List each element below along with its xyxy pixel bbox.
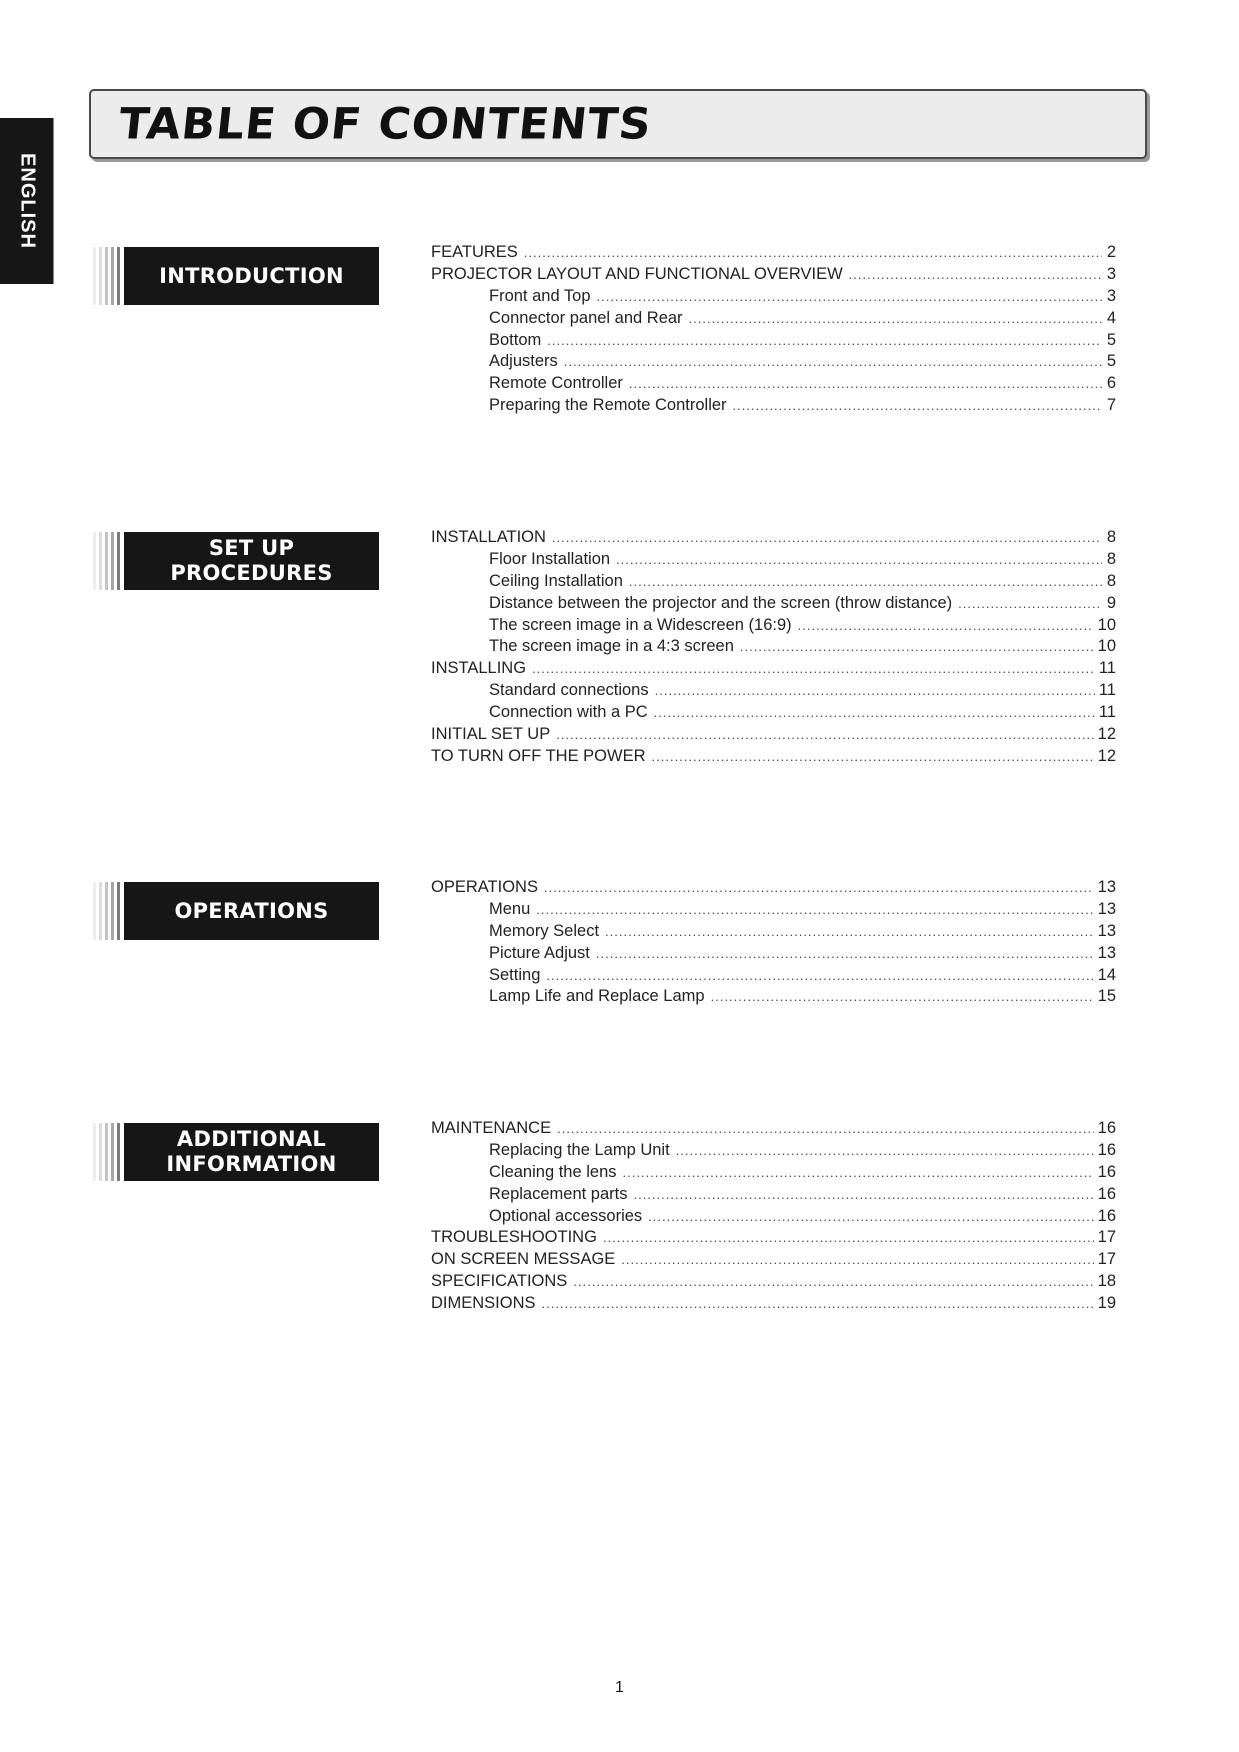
dot-leader — [597, 289, 1102, 304]
dot-leader — [689, 311, 1102, 326]
dot-leader — [676, 1143, 1094, 1158]
stripes-decoration — [93, 247, 124, 305]
dot-leader — [621, 1252, 1093, 1267]
toc-entry[interactable]: INSTALLING ..... 11 — [431, 659, 1116, 681]
toc-subentry[interactable]: The screen image in a 4:3 screen ..... 10 — [431, 637, 1116, 659]
toc-entry[interactable]: TROUBLESHOOTING ..... 17 — [431, 1228, 1116, 1250]
toc-subentry[interactable]: Connection with a PC ..... 11 — [431, 703, 1116, 725]
section-label-text: INTRODUCTION — [159, 263, 344, 288]
toc-entry[interactable]: OPERATIONS ..... 13 — [431, 878, 1116, 900]
toc-list-set-up-procedures — [431, 528, 1116, 769]
toc-subentry[interactable]: Setting ..... 14 — [431, 966, 1116, 988]
toc-subentry[interactable]: Remote Controller ..... 6 — [431, 374, 1116, 396]
section-label-operations — [93, 882, 379, 940]
dot-leader — [556, 727, 1093, 742]
dot-leader — [544, 880, 1094, 895]
toc-subentry[interactable]: Replacing the Lamp Unit ..... 16 — [431, 1141, 1116, 1163]
toc-list-additional-information — [431, 1119, 1116, 1316]
toc-entry[interactable]: PROJECTOR LAYOUT AND FUNCTIONAL OVERVIEW ..... 3 — [431, 265, 1116, 287]
dot-leader — [596, 946, 1094, 961]
section-label-additional-information — [93, 1123, 379, 1181]
toc-subentry[interactable]: Picture Adjust ..... 13 — [431, 944, 1116, 966]
dot-leader — [655, 683, 1095, 698]
toc-subentry[interactable]: Optional accessories ..... 16 — [431, 1207, 1116, 1229]
toc-subentry[interactable]: Distance between the projector and the screen (throw distance) ..... 9 — [431, 594, 1116, 616]
toc-entry[interactable]: DIMENSIONS ..... 19 — [431, 1294, 1116, 1316]
toc-subentry[interactable]: Ceiling Installation ..... 8 — [431, 572, 1116, 594]
toc-list-operations — [431, 878, 1116, 1009]
toc-subentry[interactable]: Bottom ..... 5 — [431, 331, 1116, 353]
toc-subentry[interactable]: Lamp Life and Replace Lamp ..... 15 — [431, 987, 1116, 1009]
language-tab — [0, 118, 54, 284]
stripes-decoration — [93, 882, 124, 940]
toc-subentry[interactable]: Adjusters ..... 5 — [431, 352, 1116, 374]
toc-subentry[interactable]: Floor Installation ..... 8 — [431, 550, 1116, 572]
toc-entry[interactable]: INITIAL SET UP ..... 12 — [431, 725, 1116, 747]
dot-leader — [603, 1230, 1094, 1245]
section-label-set-up-procedures — [93, 532, 379, 590]
stripes-decoration — [93, 532, 124, 590]
dot-leader — [711, 989, 1094, 1004]
page-number: 1 — [615, 1679, 624, 1696]
toc-entry[interactable]: ON SCREEN MESSAGE ..... 17 — [431, 1250, 1116, 1272]
toc-entry[interactable]: SPECIFICATIONS ..... 18 — [431, 1272, 1116, 1294]
dot-leader — [552, 530, 1102, 545]
dot-leader — [798, 618, 1094, 633]
page-title: TABLE OF CONTENTS — [116, 99, 655, 150]
section-label-text: OPERATIONS — [174, 898, 329, 923]
dot-leader — [652, 749, 1094, 764]
toc-subentry[interactable]: Connector panel and Rear ..... 4 — [431, 309, 1116, 331]
toc-subentry[interactable]: Standard connections ..... 11 — [431, 681, 1116, 703]
dot-leader — [648, 1209, 1093, 1224]
dot-leader — [654, 705, 1095, 720]
dot-leader — [524, 245, 1102, 260]
toc-list-introduction — [431, 243, 1116, 418]
dot-leader — [629, 574, 1102, 589]
toc-entry[interactable]: FEATURES ..... 2 — [431, 243, 1116, 265]
language-tab-label: ENGLISH — [16, 153, 38, 249]
dot-leader — [740, 639, 1094, 654]
section-label-text: ADDITIONAL INFORMATION — [166, 1127, 337, 1176]
dot-leader — [547, 333, 1102, 348]
toc-subentry[interactable]: Cleaning the lens ..... 16 — [431, 1163, 1116, 1185]
dot-leader — [605, 924, 1094, 939]
dot-leader — [733, 398, 1102, 413]
toc-entry[interactable]: MAINTENANCE ..... 16 — [431, 1119, 1116, 1141]
dot-leader — [849, 267, 1102, 282]
dot-leader — [532, 661, 1095, 676]
toc-subentry[interactable]: Menu ..... 13 — [431, 900, 1116, 922]
dot-leader — [623, 1165, 1094, 1180]
toc-entry[interactable]: TO TURN OFF THE POWER ..... 12 — [431, 747, 1116, 769]
toc-subentry[interactable]: The screen image in a Widescreen (16:9) ..... 10 — [431, 616, 1116, 638]
toc-entry[interactable]: INSTALLATION ..... 8 — [431, 528, 1116, 550]
dot-leader — [616, 552, 1102, 567]
dot-leader — [536, 902, 1093, 917]
dot-leader — [542, 1296, 1094, 1311]
dot-leader — [634, 1187, 1094, 1202]
dot-leader — [573, 1274, 1093, 1289]
dot-leader — [564, 354, 1102, 369]
dot-leader — [557, 1121, 1094, 1136]
toc-subentry[interactable]: Front and Top ..... 3 — [431, 287, 1116, 309]
toc-subentry[interactable]: Memory Select ..... 13 — [431, 922, 1116, 944]
toc-subentry[interactable]: Replacement parts ..... 16 — [431, 1185, 1116, 1207]
dot-leader — [546, 968, 1093, 983]
toc-subentry[interactable]: Preparing the Remote Controller ..... 7 — [431, 396, 1116, 418]
section-label-text: SET UP PROCEDURES — [170, 536, 333, 585]
dot-leader — [629, 376, 1102, 391]
stripes-decoration — [93, 1123, 124, 1181]
title-banner — [89, 89, 1147, 159]
dot-leader — [958, 596, 1102, 611]
section-label-introduction — [93, 247, 379, 305]
